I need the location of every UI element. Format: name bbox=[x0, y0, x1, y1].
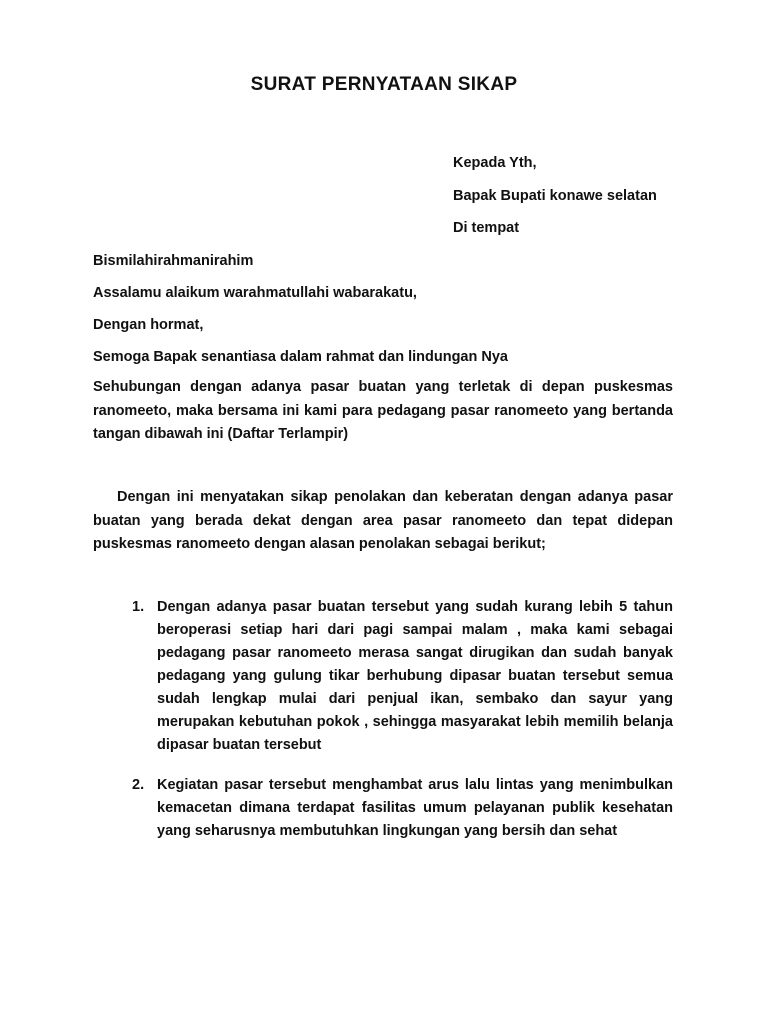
paragraph-intro: Sehubungan dengan adanya pasar buatan yang terletak di depan puskesmas ranomeeto, maka bersama ini kami para pedagang pasar ranomeeto yang bertanda tangan dibawah ini (Daftar Terlampir) bbox=[93, 379, 673, 442]
bismillah-line: Bismilahirahmanirahim bbox=[93, 253, 254, 269]
salam-line: Assalamu alaikum warahmatullahi wabarakatu, bbox=[93, 285, 417, 301]
recipient-line-3: Di tempat bbox=[453, 220, 520, 236]
reason-1-number: 1. bbox=[132, 599, 145, 615]
wish-line: Semoga Bapak senantiasa dalam rahmat dan lindungan Nya bbox=[93, 349, 508, 365]
paragraph-statement: Dengan ini menyatakan sikap penolakan dan keberatan dengan adanya pasar buatan yang berada dekat dengan area pasar ranomeeto dan tepat didepan puskesmas ranomeeto dengan alasan penolakan sebagai berikut; bbox=[93, 489, 673, 552]
document-title: SURAT PERNYATAAN SIKAP bbox=[250, 74, 518, 95]
reason-2-number: 2. bbox=[132, 777, 145, 793]
greeting-line: Dengan hormat, bbox=[93, 317, 204, 333]
reason-2-text: Kegiatan pasar tersebut menghambat arus lalu lintas yang menimbulkan kemacetan dimana terdapat fasilitas umum pelayanan publik kesehatan yang seharusnya membutuhkan lingkungan yang bersih dan sehat bbox=[157, 777, 673, 839]
reason-1-text: Dengan adanya pasar buatan tersebut yang sudah kurang lebih 5 tahun beroperasi setiap hari dari pagi sampai malam , maka kami sebagai pedagang pasar ranomeeto merasa sangat dirugikan dan sudah banyak pedagang yang gulung tikar berhubung dipasar buatan tersebut semua sudah lengkap mulai dari penjual ikan, sembako dan sayur yang merupakan kebutuhan pokok , sehingga masyarakat lebih memilih belanja dipasar buatan tersebut bbox=[157, 599, 673, 753]
recipient-line-1: Kepada Yth, bbox=[453, 155, 537, 171]
recipient-line-2: Bapak Bupati konawe selatan bbox=[453, 188, 657, 204]
